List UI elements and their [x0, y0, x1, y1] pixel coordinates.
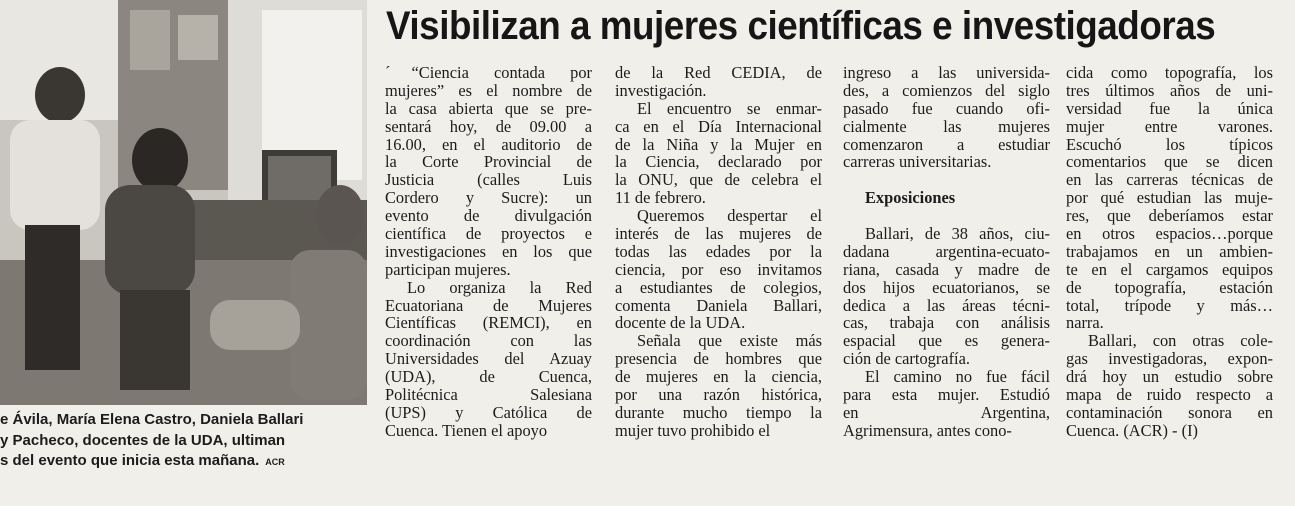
article-line: cida como topografía, los	[1066, 63, 1273, 82]
article-line: contaminación sonora en	[1066, 402, 1273, 422]
article-line: investigaciones en los que	[385, 241, 592, 261]
article-line: dadana argentina-ecuato-	[843, 241, 1050, 261]
article-line: Científicas (REMCI), en	[385, 313, 592, 333]
article-line: ciencia, por eso invitamos	[615, 259, 822, 279]
photo-caption	[0, 410, 368, 473]
article-line: Ballari, de 38 años, ciu-	[865, 224, 1050, 244]
photo-illustration	[0, 0, 367, 405]
article-line: evento de divulgación	[385, 206, 592, 226]
article-line: coordinación con las	[385, 331, 592, 351]
article-line: versidad fue la única	[1066, 98, 1273, 118]
article-line: El encuentro se enmar-	[637, 98, 822, 118]
article-column-4	[1066, 64, 1273, 440]
article-line: Politécnica Salesiana	[385, 385, 592, 405]
article-line: interés de las mujeres de	[615, 224, 822, 244]
article-line: dedica a las áreas técni-	[843, 295, 1050, 315]
article-line: por qué estudian las muje-	[1066, 188, 1273, 208]
article-line: narra.	[1066, 313, 1104, 333]
article-line: El camino no fue fácil	[865, 367, 1050, 387]
article-line: res, que deberíamos estar	[1066, 206, 1273, 226]
article-line: ˊ“Ciencia contada por	[385, 63, 592, 82]
article-line: ca en el Día Internacional	[615, 116, 822, 136]
article-line: Escuchó los típicos	[1066, 134, 1273, 154]
headline: Visibilizan a mujeres científicas e investigadoras	[386, 4, 1216, 48]
paragraph-gap	[843, 171, 1050, 189]
article-line: comenzaron a estudiar	[843, 134, 1050, 154]
article-line: de la Niña y la Mujer en	[615, 134, 822, 154]
article-line: en las carreras técnicas de	[1066, 170, 1273, 190]
article-column-2	[615, 64, 822, 440]
article-line: pasado fue cuando ofi-	[843, 98, 1050, 118]
article-line: dos hijos ecuatorianos, se	[843, 277, 1050, 297]
article-line: Señala que existe más	[637, 331, 822, 351]
article-line: drá hoy un estudio sobre	[1066, 367, 1273, 387]
caption-line: y Pacheco, docentes de la UDA, ultiman	[0, 431, 286, 449]
article-line: carreras universitarias.	[843, 152, 992, 172]
article-line: de topografía, estación	[1066, 277, 1273, 297]
article-line: total, trípode y más…	[1066, 295, 1273, 315]
article-line: mujer entre varones.	[1066, 116, 1273, 136]
article-line: (UDA), de Cuenca,	[385, 367, 592, 387]
photo-credit: ACR	[265, 457, 285, 467]
caption-line: e Ávila, María Elena Castro, Daniela Ballari	[0, 411, 304, 428]
article-line: investigación.	[615, 80, 707, 100]
paragraph-gap	[843, 207, 1050, 225]
article-line: des, a comienzos del siglo	[843, 80, 1050, 100]
article-line: científica de proyectos e	[385, 224, 592, 244]
article-line: Agrimensura, antes cono-	[843, 420, 1012, 440]
article-line: Ecuatoriana de Mujeres	[385, 295, 592, 315]
article-line: la casa abierta que se pre-	[385, 98, 592, 118]
article-line: trabajamos en un ambien-	[1066, 241, 1273, 261]
article-line: cialmente las mujeres	[843, 116, 1050, 136]
article-line: Ballari, con otras cole-	[1088, 331, 1273, 351]
article-line: mujeres” es el nombre de	[385, 80, 592, 100]
caption-line	[0, 451, 368, 473]
article-line: de la Red CEDIA, de	[615, 63, 822, 82]
article-line: sentará hoy, de 09.00 a	[385, 116, 592, 136]
caption-line-text: s del evento que inicia esta mañana.	[0, 452, 260, 469]
article-line: comenta Daniela Ballari,	[615, 295, 822, 315]
article-line: gas investigadoras, expon-	[1066, 349, 1273, 369]
article-line: para esta mujer. Estudió	[843, 385, 1050, 405]
article-column-1	[385, 64, 592, 440]
article-line: Cordero y Sucre): un	[385, 188, 592, 208]
article-column-3	[843, 64, 1050, 440]
article-line: docente de la UDA.	[615, 313, 746, 333]
article-line: la Ciencia, declarado por	[615, 152, 822, 172]
article-line: presencia de hombres que	[615, 349, 822, 369]
article-line: en otros espacios…porque	[1066, 224, 1273, 244]
article-line: Cuenca. (ACR) - (I)	[1066, 420, 1198, 440]
section-subheading: Exposiciones	[865, 188, 956, 208]
article-line: cas, trabaja con análisis	[843, 313, 1050, 333]
article-line: participan mujeres.	[385, 259, 511, 279]
article-line: espacial que es genera-	[843, 331, 1050, 351]
article-line: comentarios que se dicen	[1066, 152, 1273, 172]
article-line: ción de cartografía.	[843, 349, 970, 369]
article-line: Cuenca. Tienen el apoyo	[385, 420, 548, 440]
article-line: riana, casada y madre de	[843, 259, 1050, 279]
article-line: Universidades del Azuay	[385, 349, 592, 369]
article-line: todas las edades por la	[615, 241, 822, 261]
article-line: te en el cargamos equipos	[1066, 259, 1273, 279]
article-line: mapa de ruido respecto a	[1066, 385, 1273, 405]
article-line: tres últimos años de uni-	[1066, 80, 1273, 100]
article-line: 16.00, en el auditorio de	[385, 134, 592, 154]
article-line: a estudiantes de colegios,	[615, 277, 822, 297]
article-line: por una razón histórica,	[615, 385, 822, 405]
article-line: la ONU, que de celebra el	[615, 170, 822, 190]
article-line: de mujeres en la ciencia,	[615, 367, 822, 387]
article-line: la Corte Provincial de	[385, 152, 592, 172]
article-line: Queremos despertar el	[637, 206, 822, 226]
article-line: Lo organiza la Red	[407, 277, 592, 297]
news-photo	[0, 0, 367, 405]
article-line: ingreso a las universida-	[843, 63, 1050, 82]
article-line: en Argentina,	[843, 402, 1050, 422]
article-line: Justicia (calles Luis	[385, 170, 592, 190]
article-line: 11 de febrero.	[615, 188, 706, 208]
article-line: mujer tuvo prohibido el	[615, 420, 771, 440]
article-line: (UPS) y Católica de	[385, 402, 592, 422]
article-line: durante mucho tiempo la	[615, 402, 822, 422]
